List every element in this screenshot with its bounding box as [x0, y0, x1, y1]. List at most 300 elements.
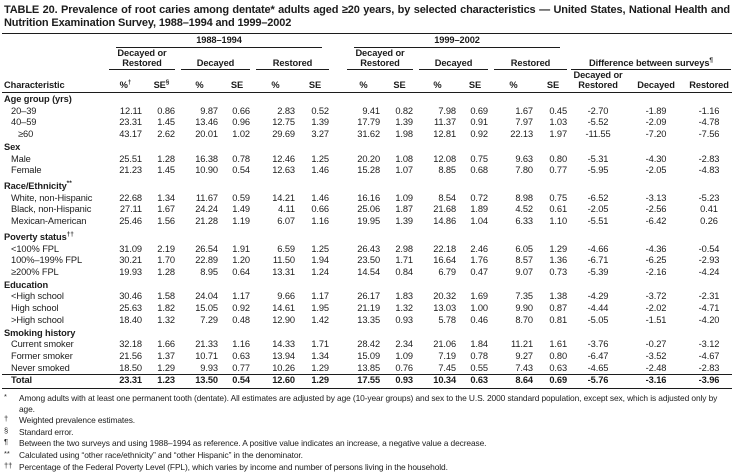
value-cell: 7.43: [515, 362, 534, 373]
row-label: [2, 363, 106, 375]
subgroup-header: [344, 48, 416, 70]
value-cell: 4.11: [277, 204, 295, 215]
value-cell: 0.61: [549, 204, 568, 215]
value-cell: 0.72: [470, 192, 489, 203]
survey2-header: [344, 34, 570, 48]
value-cell: -6.47: [587, 350, 609, 361]
value-cell: 1.56: [157, 216, 175, 227]
value-cell: 8.70: [515, 314, 534, 325]
value-cell: 12.90: [272, 314, 295, 325]
column-label: SE: [308, 80, 322, 90]
value-cell: 1.66: [157, 339, 175, 350]
value-cell: 0.63: [459, 375, 491, 389]
value-cell: -5.23: [698, 192, 720, 203]
value-cell: -4.65: [587, 362, 609, 373]
table-row: [2, 267, 732, 279]
subgroup-label: Decayed: [181, 58, 250, 70]
value-cell: 20.20: [357, 153, 381, 164]
value-cell: 1.39: [395, 117, 414, 128]
value-cell: 0.78: [470, 350, 489, 361]
value-cell: 0.68: [470, 165, 489, 176]
table-row: [2, 193, 732, 205]
row-label-text: White, non-Hispanic: [11, 192, 93, 203]
value-cell: -6.25: [645, 255, 667, 266]
row-label-text: ≥200% FPL: [11, 267, 59, 278]
value-cell: 22.13: [510, 129, 534, 140]
value-cell: 17.55: [344, 375, 383, 389]
value-cell: 31.09: [119, 243, 142, 254]
value-cell: 14.54: [357, 267, 381, 278]
value-cell: 25.46: [119, 216, 142, 227]
value-cell: 6.79: [438, 267, 457, 278]
value-cell: 1.39: [311, 117, 330, 128]
value-cell: 21.33: [195, 339, 218, 350]
value-cell: 7.98: [438, 105, 457, 116]
row-label-text: Black, non-Hispanic: [11, 204, 92, 215]
section-row: [2, 327, 732, 340]
value-cell: 23.31: [106, 375, 145, 389]
value-cell: 1.95: [311, 303, 330, 314]
row-label-text: Current smoker: [11, 339, 74, 350]
value-cell: 9.27: [515, 350, 534, 361]
value-cell: 7.97: [515, 117, 534, 128]
value-cell: 18.50: [119, 362, 142, 373]
table-row: [2, 204, 732, 216]
value-cell: 0.86: [157, 105, 175, 116]
value-cell: 0.59: [232, 192, 250, 203]
value-cell: -4.67: [698, 350, 720, 361]
value-cell: 9.90: [515, 303, 534, 314]
gap: [332, 351, 344, 363]
value-cell: -5.95: [587, 165, 609, 176]
column-label: %: [509, 80, 518, 90]
value-cell: 25.63: [119, 303, 142, 314]
subgroup-header: [416, 48, 491, 70]
value-cell: 20.01: [195, 129, 218, 140]
value-cell: 1.58: [157, 291, 175, 302]
value-cell: 32.18: [119, 339, 142, 350]
value-cell: 1.29: [549, 243, 568, 254]
value-cell: 9.07: [515, 267, 534, 278]
value-cell: 0.92: [232, 303, 250, 314]
value-cell: 26.54: [195, 243, 218, 254]
value-cell: 1.23: [145, 375, 178, 389]
column-label: SE: [546, 80, 560, 90]
value-cell: 13.31: [272, 267, 295, 278]
gap: [332, 70, 344, 93]
value-cell: 0.75: [549, 192, 568, 203]
value-cell: -2.02: [645, 303, 667, 314]
value-cell: 6.05: [515, 243, 534, 254]
characteristic-header: Characteristic: [2, 70, 106, 93]
column-label: SE: [230, 80, 244, 90]
value-cell: 21.56: [119, 350, 142, 361]
column-label: %: [195, 80, 204, 90]
value-cell: 0.63: [232, 350, 250, 361]
value-cell: 0.54: [221, 375, 253, 389]
value-cell: 1.03: [549, 117, 568, 128]
value-cell: -4.30: [645, 153, 667, 164]
value-cell: 1.49: [232, 204, 250, 215]
footnote-text: Standard error.: [19, 426, 74, 437]
value-cell: 10.26: [272, 362, 295, 373]
gap: [332, 48, 344, 70]
row-label-text: 100%–199% FPL: [11, 255, 83, 266]
value-cell: 1.45: [157, 165, 175, 176]
survey1-label: 1988–1994: [116, 34, 322, 48]
row-label: [2, 339, 106, 351]
value-cell: 0.80: [549, 153, 568, 164]
value-cell: 23.31: [119, 117, 142, 128]
subgroup-label: Restored: [494, 58, 567, 70]
value-cell: 12.75: [272, 117, 295, 128]
row-label-text: Total: [11, 375, 33, 386]
value-cell: 0.84: [395, 267, 414, 278]
table-row: [2, 303, 732, 315]
value-cell: 1.98: [395, 129, 414, 140]
value-cell: -1.16: [698, 105, 720, 116]
value-cell: -2.31: [698, 291, 720, 302]
footnote: [4, 415, 732, 426]
row-label: [2, 375, 106, 389]
value-cell: 9.66: [277, 291, 295, 302]
prevalence-table: [2, 34, 732, 389]
value-cell: 1.89: [470, 204, 489, 215]
value-cell: -3.52: [645, 350, 667, 361]
value-cell: 0.64: [232, 267, 250, 278]
value-cell: 6.07: [277, 216, 295, 227]
value-cell: 1.04: [470, 216, 489, 227]
row-label-text: Smoking history: [4, 327, 76, 338]
row-label-text: >High school: [11, 314, 64, 325]
value-cell: -4.71: [698, 303, 720, 314]
gap: [332, 129, 344, 141]
column-label: SE: [393, 80, 406, 90]
value-cell: 14.61: [272, 303, 295, 314]
value-cell: 1.17: [311, 291, 330, 302]
value-cell: 1.19: [232, 216, 250, 227]
value-cell: 1.84: [470, 339, 489, 350]
value-cell: 14.33: [272, 339, 295, 350]
value-cell: 5.78: [438, 314, 457, 325]
footnote-mark: **: [66, 179, 72, 187]
column-label: %: [119, 80, 128, 90]
value-cell: 7.19: [438, 350, 457, 361]
row-label-text: 40–59: [11, 117, 37, 128]
value-cell: 1.24: [311, 267, 330, 278]
value-cell: 26.43: [357, 243, 381, 254]
value-cell: 9.87: [200, 105, 218, 116]
value-cell: -4.29: [587, 291, 609, 302]
gap: [332, 244, 344, 256]
value-cell: 1.94: [311, 255, 330, 266]
footnote-text: Weighted prevalence estimates.: [19, 415, 136, 426]
column-label: SE: [153, 80, 166, 90]
value-cell: -6.71: [587, 255, 609, 266]
survey1-header: [106, 34, 332, 48]
value-cell: 1.61: [549, 339, 568, 350]
table-title: TABLE 20. Prevalence of root caries among dentate* adults aged ≥20 years, by selected characteristics — United States, National Health and Nutrition Examination Survey, 1988–1994 and 1999–2002: [2, 4, 732, 34]
se-column-header: [145, 70, 178, 93]
value-cell: -2.56: [645, 204, 667, 215]
value-cell: 1.82: [157, 303, 175, 314]
value-cell: 1.25: [311, 243, 330, 254]
gap: [332, 204, 344, 216]
row-label: [2, 177, 732, 193]
row-label: [2, 315, 106, 327]
value-cell: 1.32: [395, 303, 414, 314]
row-label-text: Education: [4, 279, 49, 290]
footnote: [4, 393, 732, 414]
measure-row: [2, 70, 732, 93]
value-cell: 6.33: [515, 216, 534, 227]
value-cell: 1.00: [470, 303, 489, 314]
footnote-mark: †: [127, 78, 132, 86]
value-cell: 11.21: [510, 339, 534, 350]
value-cell: 1.71: [311, 339, 330, 350]
row-label-text: Poverty status: [4, 231, 67, 242]
value-cell: 14.86: [433, 216, 457, 227]
table-row: [2, 363, 732, 375]
value-cell: 16.16: [357, 192, 381, 203]
value-cell: 0.69: [470, 105, 489, 116]
value-cell: 10.90: [195, 165, 218, 176]
value-cell: 1.91: [232, 243, 250, 254]
value-cell: 21.23: [119, 165, 142, 176]
row-label: [2, 204, 106, 216]
percent-column-header: [178, 70, 221, 93]
value-cell: -2.09: [645, 117, 667, 128]
footnote-marker: ¶: [4, 437, 8, 447]
value-cell: 16.64: [433, 255, 457, 266]
row-label-text: Female: [11, 165, 42, 176]
table-row: [2, 154, 732, 166]
value-cell: 12.46: [272, 153, 295, 164]
row-label-text: Sex: [4, 141, 21, 152]
value-cell: -7.20: [645, 129, 667, 140]
column-label: %: [271, 80, 280, 90]
value-cell: -2.83: [698, 153, 720, 164]
gap: [332, 375, 344, 389]
table-row: [2, 165, 732, 177]
gap: [332, 267, 344, 279]
row-label: [2, 327, 732, 340]
gap: [332, 117, 344, 129]
row-label: [2, 291, 106, 303]
total-row: [2, 375, 732, 389]
value-cell: -2.93: [698, 255, 720, 266]
value-cell: 1.38: [549, 291, 568, 302]
value-cell: 1.20: [232, 255, 250, 266]
percent-column-header: [253, 70, 298, 93]
value-cell: 2.62: [157, 129, 175, 140]
value-cell: 13.46: [195, 117, 218, 128]
footnote-mark: ††: [66, 230, 74, 238]
value-cell: 10.71: [195, 350, 218, 361]
value-cell: 1.16: [232, 339, 250, 350]
column-label: SE: [468, 80, 482, 90]
value-cell: 30.46: [119, 291, 142, 302]
value-cell: 1.69: [470, 291, 489, 302]
value-cell: 7.80: [515, 165, 534, 176]
value-cell: 1.08: [395, 153, 414, 164]
subgroup-label: Restored: [256, 58, 329, 70]
value-cell: 27.11: [119, 204, 142, 215]
value-cell: 31.62: [357, 129, 381, 140]
value-cell: -2.70: [587, 105, 609, 116]
section-row: [2, 141, 732, 154]
subgroup-label: Decayed: [419, 58, 488, 70]
footnote-marker: †: [4, 414, 9, 424]
row-label: [2, 351, 106, 363]
value-cell: 24.04: [195, 291, 218, 302]
value-cell: -5.31: [587, 153, 609, 164]
row-label: [2, 303, 106, 315]
value-cell: -0.54: [698, 243, 720, 254]
value-cell: 1.67: [157, 204, 175, 215]
difference-footnote-mark: ¶: [709, 56, 714, 64]
value-cell: 7.35: [515, 291, 534, 302]
table-body: [2, 93, 732, 389]
value-cell: 0.26: [700, 216, 718, 227]
value-cell: 2.46: [470, 243, 489, 254]
value-cell: 21.68: [433, 204, 457, 215]
row-label: [2, 228, 732, 244]
value-cell: 7.29: [200, 314, 218, 325]
footnote-text: Between the two surveys and using 1988–1994 as reference. A positive value indicates an increase, a negative value a decrease.: [19, 438, 487, 449]
row-label-text: <100% FPL: [11, 243, 59, 254]
value-cell: -3.96: [686, 375, 732, 389]
row-label-text: Male: [11, 153, 31, 164]
footnote-text: Calculated using “other race/ethnicity” and “other Hispanic” in the denominator.: [19, 450, 303, 461]
value-cell: 8.64: [491, 375, 536, 389]
footnote: [4, 450, 732, 461]
row-label: [2, 255, 106, 267]
value-cell: 1.71: [395, 255, 414, 266]
row-label: [2, 154, 106, 166]
value-cell: 0.73: [549, 267, 568, 278]
value-cell: 0.48: [232, 314, 250, 325]
value-cell: 1.39: [395, 216, 414, 227]
value-cell: 0.52: [311, 105, 330, 116]
value-cell: 12.60: [253, 375, 298, 389]
row-label-text: Race/Ethnicity: [4, 181, 67, 192]
section-row: [2, 279, 732, 292]
footnotes: [2, 393, 732, 472]
row-label-text: Age group (yrs): [4, 94, 72, 104]
value-cell: 1.76: [470, 255, 489, 266]
row-label-text: 20–39: [11, 105, 37, 116]
percent-column-header: [491, 70, 536, 93]
value-cell: -11.55: [585, 129, 611, 140]
se-column-header: [298, 70, 332, 93]
subgroup-row: [2, 48, 732, 70]
section-row: [2, 228, 732, 244]
column-label: %: [359, 80, 368, 90]
value-cell: 23.50: [357, 255, 381, 266]
footnote-marker: *: [4, 392, 7, 402]
subgroup-label: Decayed or Restored: [347, 48, 413, 70]
row-label: [2, 141, 732, 154]
value-cell: 1.36: [549, 255, 568, 266]
value-cell: 17.79: [357, 117, 381, 128]
value-cell: 10.34: [416, 375, 459, 389]
gap: [332, 339, 344, 351]
value-cell: -3.13: [645, 192, 667, 203]
value-cell: 0.77: [549, 165, 568, 176]
value-cell: 2.83: [277, 105, 295, 116]
value-cell: 0.77: [232, 362, 250, 373]
difference-column-header: Decayed: [626, 70, 686, 93]
value-cell: 0.96: [232, 117, 250, 128]
value-cell: 12.08: [433, 153, 457, 164]
value-cell: 9.41: [362, 105, 381, 116]
table-row: [2, 315, 732, 327]
gap: [332, 154, 344, 166]
value-cell: 1.17: [232, 291, 250, 302]
value-cell: 28.42: [357, 339, 381, 350]
value-cell: -2.48: [645, 362, 667, 373]
value-cell: 20.32: [433, 291, 457, 302]
subgroup-header: [491, 48, 570, 70]
value-cell: 1.45: [157, 117, 175, 128]
value-cell: -4.83: [698, 165, 720, 176]
value-cell: 15.05: [195, 303, 218, 314]
value-cell: 21.19: [357, 303, 381, 314]
value-cell: 24.24: [195, 204, 218, 215]
value-cell: -4.20: [698, 314, 720, 325]
value-cell: -4.36: [645, 243, 667, 254]
value-cell: 1.25: [311, 153, 330, 164]
value-cell: 0.76: [395, 362, 414, 373]
difference-label: [571, 56, 731, 70]
row-label: [2, 244, 106, 256]
value-cell: 14.21: [272, 192, 295, 203]
row-label: [2, 117, 106, 129]
value-cell: 13.03: [433, 303, 457, 314]
spacer: [2, 48, 106, 70]
value-cell: 0.91: [470, 117, 489, 128]
footnote-text: Among adults with at least one permanent tooth (dentate). All estimates are adjusted by age (10-year groups) and sex to the U.S. 2000 standard population, except sex, which is adjusted only by age.: [19, 393, 718, 414]
value-cell: 2.98: [395, 243, 414, 254]
value-cell: 1.46: [311, 165, 330, 176]
value-cell: 16.38: [195, 153, 218, 164]
value-cell: 1.46: [311, 192, 330, 203]
value-cell: 15.28: [357, 165, 381, 176]
value-cell: 13.50: [178, 375, 221, 389]
value-cell: 13.35: [357, 314, 381, 325]
value-cell: 0.69: [536, 375, 570, 389]
table-row: [2, 244, 732, 256]
value-cell: 2.19: [157, 243, 175, 254]
value-cell: 22.89: [195, 255, 218, 266]
value-cell: 4.52: [515, 204, 534, 215]
gap: [332, 165, 344, 177]
value-cell: -7.56: [698, 129, 720, 140]
footnote: [4, 427, 732, 438]
value-cell: -3.76: [587, 339, 609, 350]
difference-column-header: Decayed or Restored: [570, 70, 626, 93]
value-cell: -2.16: [645, 267, 667, 278]
value-cell: -2.05: [645, 165, 667, 176]
value-cell: -3.12: [698, 339, 720, 350]
percent-column-header: [106, 70, 145, 93]
value-cell: 1.87: [395, 204, 414, 215]
value-cell: -3.16: [626, 375, 686, 389]
value-cell: 0.54: [232, 165, 250, 176]
value-cell: 1.29: [157, 362, 175, 373]
value-cell: 1.29: [298, 375, 332, 389]
